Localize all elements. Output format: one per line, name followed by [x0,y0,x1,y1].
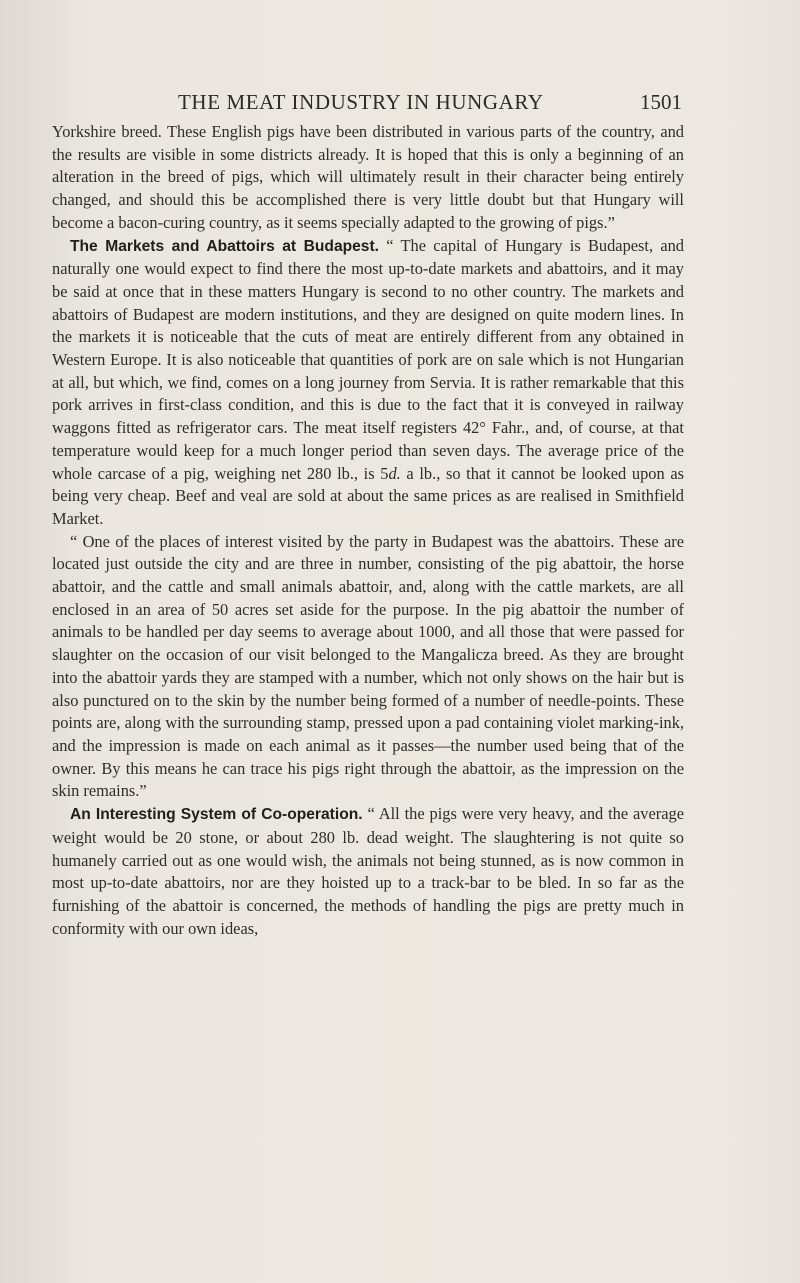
paragraph-markets-abattoirs [52,235,684,531]
body-text [52,121,684,940]
paragraph-markets-text-b: a lb., so that it cannot be looked upon as being very cheap. Beef and veal are sold at about the same prices as are realised in Smithfield Market. [52,463,684,528]
page-header [0,90,800,120]
price-unit-pence: d. [388,463,401,483]
paragraph-yorkshire-breed: Yorkshire breed. These English pigs have been distributed in various parts of the country, and the results are visible in some districts already. It is hoped that this is only a beginning of an alteration in the breed of pigs, which will ultimately result in their character being entirely changed, and should this be accomplished there is very little doubt but that Hungary will become a bacon-curing country, as it seems specially adapted to the growing of pigs.” [52,122,684,232]
page-number: 1501 [640,90,682,114]
paragraph-abattoirs-visit: “ One of the places of interest visited by the party in Budapest was the abattoirs. These are located just outside the city and are three in number, consisting of the pig abattoir, the horse abattoir, and the cattle and small animals abattoir, and, along with the cattle markets, are all enclosed in an area of 50 acres set aside for the purpose. In the pig abattoir the number of animals to be handled per day seems to average about 1000, and all those that were passed for slaughter on the occasion of our visit belonged to the Mangalicza breed. As they are brought into the abattoir yards they are stamped with a number, which not only shows on the hair but is also punctured on to the skin by the number being formed of a number of needle-points. These points are, along with the surrounding stamp, pressed upon a pad containing violet marking-ink, and the impression is made on each animal as it passes—the number used being that of the owner. By this means he can trace his pigs right through the abattoir, as the impression on the skin remains.” [52,531,684,801]
section-heading-markets-abattoirs: The Markets and Abattoirs at Budapest. [70,237,380,255]
running-title: THE MEAT INDUSTRY IN HUNGARY [178,90,544,114]
paragraph-cooperation-text: “ All the pigs were very heavy, and the average weight would be 20 stone, or about 280 lb. dead weight. The slaughtering is not quite so humanely carried out as one would wish, the animals not being stunned, as is now common in most up-to-date abattoirs, nor are they hoisted up to a track-bar to be bled. In so far as the furnishing of the abattoir is concerned, the methods of handling the pigs are pretty much in conformity with our own ideas, [52,804,684,938]
section-heading-cooperation: An Interesting System of Co-operation. [70,806,363,824]
paragraph-cooperation [52,803,684,940]
paragraph-markets-text-a: “ The capital of Hungary is Budapest, and naturally one would expect to find there the most up-to-date markets and abattoirs, and it may be said at once that in these matters Hungary is second to no other country. The markets and abattoirs of Budapest are modern institutions, and they are designed on quite modern lines. In the markets it is noticeable that the cuts of meat are entirely different from any obtained in Western Europe. It is also noticeable that quantities of pork are on sale which is not Hungarian at all, but which, we find, comes on a long journey from Servia. It is rather remarkable that this pork arrives in first-class condition, and this is due to the fact that it is conveyed in railway waggons fitted as refrigerator cars. The meat itself registers 42° Fahr., and, of course, at that temperature would keep for a much longer period than seven days. The average price of the whole carcase of a pig, weighing net 280 lb., is 5 [52,235,684,483]
